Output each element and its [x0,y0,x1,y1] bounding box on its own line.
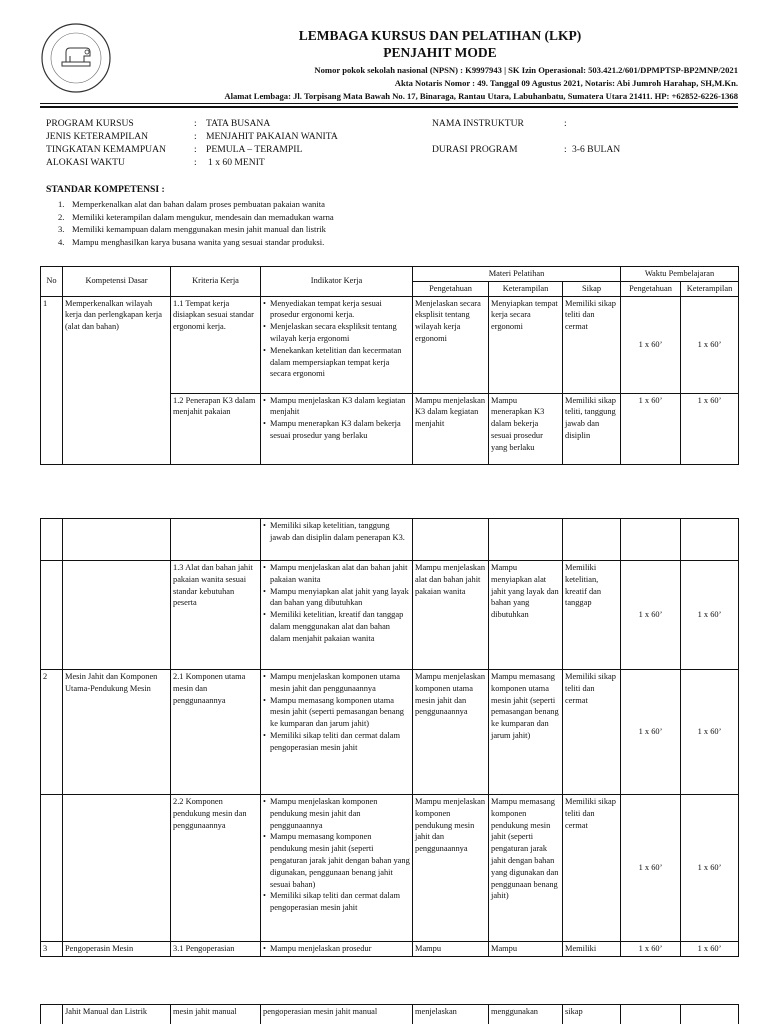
list-item: 4. Mampu menghasilkan karya busana wanita yang sesuai standar produksi. [58,237,325,248]
info-colon: : [564,144,567,155]
letterhead-subtitle: PENJAHIT MODE [383,45,497,60]
info-label: DURASI PROGRAM [432,144,518,155]
registration-line: Nomor pokok sekolah nasional (NPSN) : K9997943 | SK Izin Operasional: 503.421.2/601/DPMPTSP-BP2MNP/2021 [314,65,738,75]
page-3-fragment [0,1004,768,1024]
competency-table [40,266,739,465]
list-item: 1. Memperkenalkan alat dan bahan dalam proses pembuatan pakaian wanita [58,199,325,209]
table-row: 1.2 Penerapan K3 dalam menjahit pakaian • Mampu menjelaskan K3 dalam kegiatan menjahit • Mampu menerapkan K3 dalam bekerja sesuai prosedur yang berlaku Mampu menjelaskan K3 dalam kegiatan menjahit Mampu menerapkan K3 dalam bekerja sesuai prosedur yang berlaku Memiliki sikap teliti, tanggung jawab dan disiplin 1 x 60’ 1 x 60’ [41,393,739,464]
header-sikap: Sikap [563,281,621,296]
header-waktu-pembelajaran: Waktu Pembelajaran [621,267,739,282]
info-value: 1 x 60 MENIT [208,157,265,168]
header-waktu-pengetahuan: Pengetahuan [621,281,681,296]
table-row: 2.2 Komponen pendukung mesin dan penggunaannya • Mampu menjelaskan komponen pendukung mesin jahit dan penggunaannya • Mampu memasang komponen pendukung mesin jahit (seperti pengaturan jarak jahit dengan bahan yang digunakan, penggunaan benang jahit sesuai bahan) • Memiliki sikap teliti dan cermat dalam pengoperasian mesin jahit Mampu menjelaskan komponen pendukung mesin jahit dan penggunaannya Mampu memasang komponen pendukung mesin jahit (seperti pengaturan jarak jahit dengan bahan yang digunakan dan penggunaan benang jahit) Memiliki sikap teliti dan cermat 1 x 60’ 1 x 60’ [41,795,739,942]
notary-line: Akta Notaris Nomor : 49. Tanggal 09 Agustus 2021, Notaris: Abi Jumroh Harahap, SH,M.Kn. [394,78,738,88]
section-title: STANDAR KOMPETENSI : [46,184,165,195]
standar-list [58,198,334,249]
address-line: Alamat Lembaga: Jl. Torpisang Mata Bawah No. 17, Binaraga, Rantau Utara, Labuhanbatu, Sumatera Utara 21411. HP: +62852-6226-1368 [224,91,738,101]
institution-logo [40,22,112,94]
info-label: ALOKASI WAKTU [46,157,125,168]
letterhead [0,0,768,110]
table-row: 1 Memperkenalkan wilayah kerja dan perlengkapan kerja (alat dan bahan) 1.1 Tempat kerja disiapkan sesuai standar ergonomi kerja. • Menyediakan tempat kerja sesuai prosedur ergonomi kerja. • Menjelaskan secara ekspliksit tentang wilayah kerja ergonomi • Menekankan ketelitian dan kecermatan dalam mempersiapkan tempat kerja secara ergonomi Menjelaskan secara eksplisit tentang wilayah kerja ergonomi Menyiapkan tempat kerja secara ergonomi Memiliki sikap teliti dan cermat 1 x 60’ 1 x 60’ [41,296,739,393]
info-label: TINGKATAN KEMAMPUAN [46,144,166,155]
header-no: No [41,267,63,297]
table-row: 2 Mesin Jahit dan Komponen Utama-Pendukung Mesin 2.1 Komponen utama mesin dan penggunaannya • Mampu menjelaskan komponen utama mesin jahit dan penggunaannya • Mampu memasang komponen utama mesin jahit (seperti pemasangan benang ke kumparan dan jarum jahit) • Memiliki sikap teliti dan cermat dalam pengoperasian mesin jahit Mampu menjelaskan komponen utama mesin jahit dan penggunaannya Mampu memasang komponen utama mesin jahit (seperti pemasangan benang ke kumparan dan jarum jahit) Memiliki sikap teliti dan cermat 1 x 60’ 1 x 60’ [41,670,739,795]
header-keterampilan: Keterampilan [489,281,563,296]
info-value: MENJAHIT PAKAIAN WANITA [206,131,338,142]
program-info [46,117,736,177]
info-label: PROGRAM KURSUS [46,118,134,129]
header-pengetahuan: Pengetahuan [413,281,489,296]
info-value: PEMULA – TERAMPIL [206,144,303,155]
header-kriteria-kerja: Kriteria Kerja [171,267,261,297]
competency-table-continued [40,518,739,957]
info-colon: : [564,118,567,129]
list-item: 3. Memiliki kemampuan dalam menggunakan mesin jahit manual dan listrik [58,224,326,235]
info-value: 3-6 BULAN [572,144,621,155]
table-row: 1.3 Alat dan bahan jahit pakaian wanita sesuai standar kebutuhan peserta • Mampu menjelaskan alat dan bahan jahit pakaian wanita • Mampu menyiapkan alat jahit yang layak dan bahan yang dibutuhkan • Memiliki ketelitian, kreatif dan tanggap dalam menggunakan alat dan bahan dalam menjahit pakaian wanita Mampu menjelaskan alat dan bahan jahit pakaian wanita Mampu menyiapkan alat jahit yang layak dan bahan yang dibutuhkan Memiliki ketelitian, kreatif dan tanggap 1 x 60’ 1 x 60’ [41,561,739,670]
table-row: Jahit Manual dan Listrik mesin jahit manual pengoperasian mesin jahit manual menjelaskan menggunakan sikap [41,1005,739,1024]
info-colon: : [194,144,197,155]
header-materi-pelatihan: Materi Pelatihan [413,267,621,282]
info-colon: : [194,131,197,142]
info-label: JENIS KETERAMPILAN [46,131,149,142]
table-row: • Memiliki sikap ketelitian, tanggung jawab dan disiplin dalam penerapan K3. [41,519,739,561]
table-row: 3 Pengoperasin Mesin 3.1 Pengoperasian • Mampu menjelaskan prosedur Mampu Mampu Memiliki 1 x 60’ 1 x 60’ [41,942,739,957]
header-waktu-keterampilan: Keterampilan [681,281,739,296]
info-value: TATA BUSANA [206,118,271,129]
letterhead-title: LEMBAGA KURSUS DAN PELATIHAN (LKP) [298,28,582,43]
divider [40,103,738,104]
info-label: NAMA INSTRUKTUR [432,118,524,129]
header-indikator-kerja: Indikator Kerja [261,267,413,297]
divider [40,106,738,108]
list-item: 2. Memiliki keterampilan dalam mengukur, mendesain dan memadukan warna [58,211,334,222]
info-colon: : [194,118,197,129]
header-kompetensi-dasar: Kompetensi Dasar [63,267,171,297]
competency-table-page-3 [40,1004,739,1024]
info-colon: : [194,157,197,168]
